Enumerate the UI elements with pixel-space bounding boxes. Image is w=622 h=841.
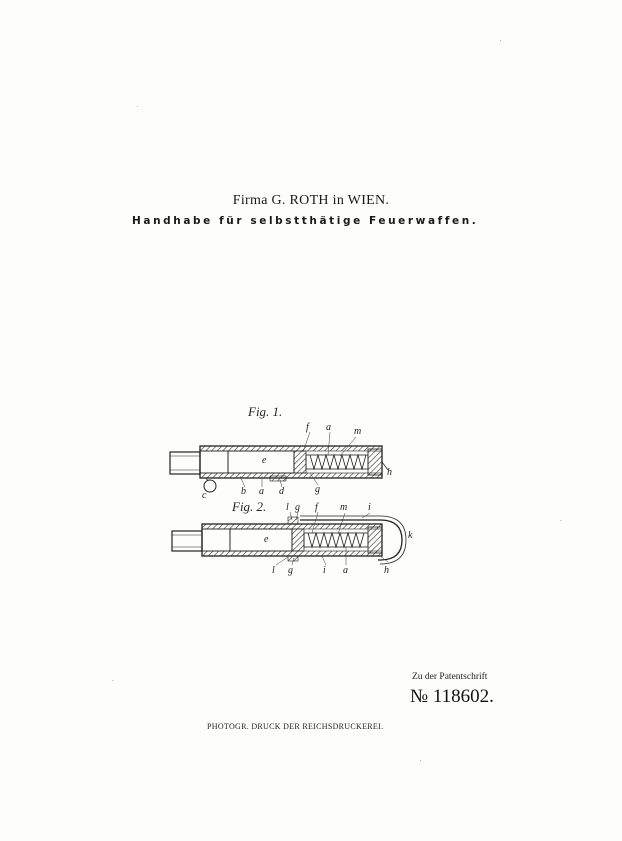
paper-speck — [560, 520, 561, 521]
fig1-label-a-top: a — [326, 422, 331, 433]
paper-speck — [112, 680, 113, 681]
fig2-label-k: k — [408, 530, 413, 541]
fig2-label-h: h — [384, 565, 389, 576]
fig2-label-i-top: i — [368, 502, 371, 513]
fig1-label-c: c — [202, 490, 207, 501]
fig1-label-b: b — [241, 486, 246, 497]
fig2-label-g-top: g — [295, 502, 300, 513]
fig1-label-f: f — [306, 422, 309, 433]
fig1-label-d: d — [279, 486, 284, 497]
fig1-label-m: m — [354, 426, 362, 437]
fig2-label-l-top: l — [286, 502, 289, 513]
printer-credit: PHOTOGR. DRUCK DER REICHSDRUCKEREI. — [207, 722, 384, 731]
figure-2-drawing — [172, 502, 413, 576]
paper-speck — [500, 40, 501, 41]
fig2-label-f: f — [315, 502, 318, 513]
firm-name: Firma G. ROTH in WIEN. — [232, 193, 390, 208]
fig1-label-a-bottom: a — [259, 486, 264, 497]
patent-title: Handhabe für selbstthätige Feuerwaffen. — [132, 215, 479, 227]
patent-number: № 118602. — [410, 686, 494, 707]
fig2-label-g-bottom: g — [288, 565, 293, 576]
fig2-label-a: a — [343, 565, 348, 576]
fig2-label-i-bottom: i — [323, 565, 326, 576]
paper-speck — [420, 760, 421, 761]
fig1-label-h: h — [387, 467, 392, 478]
fig2-label-m: m — [340, 502, 348, 513]
figure-1-label: Fig. 1. — [248, 404, 283, 419]
fig2-label-e: e — [264, 534, 269, 545]
fig1-label-g: g — [315, 484, 320, 495]
fig2-label-l-bottom: l — [272, 565, 275, 576]
figure-2-label: Fig. 2. — [232, 499, 267, 514]
paper-speck — [137, 106, 138, 107]
fig1-label-e: e — [262, 455, 267, 466]
figure-1-drawing — [170, 422, 392, 501]
patent-reference: Zu der Patentschrift — [412, 672, 488, 682]
